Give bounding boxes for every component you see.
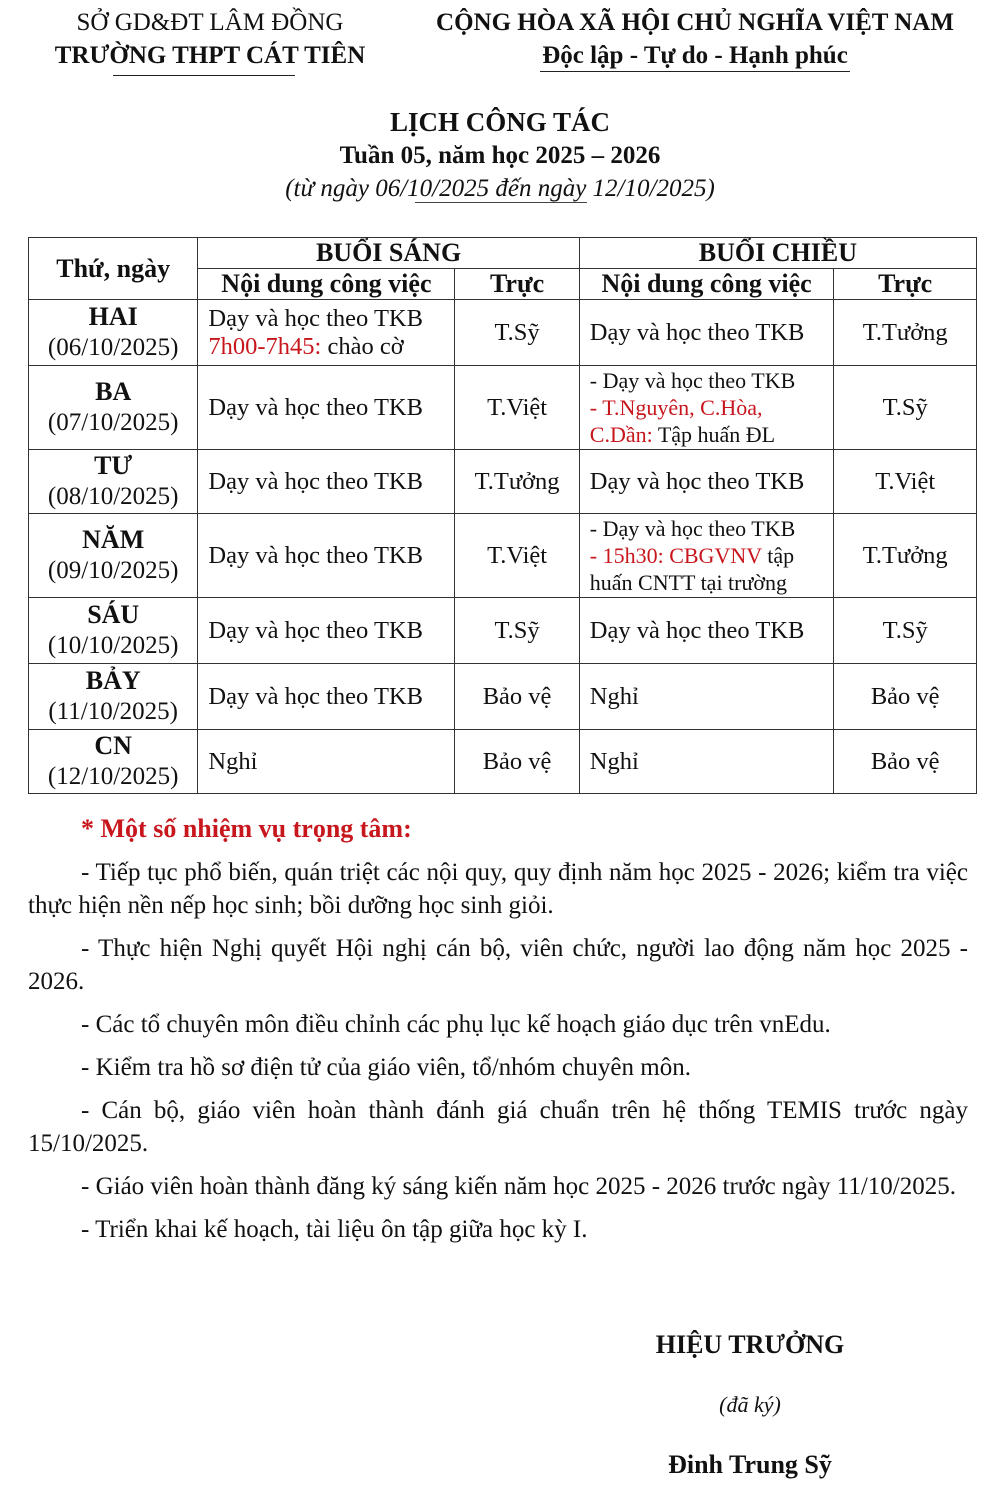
date-range-text: (từ ngày 06/10/2025 đến ngày 12/10/2025) — [285, 175, 715, 202]
cell-line — [590, 421, 834, 448]
cell-text: chào cờ — [321, 332, 404, 360]
morning-content-cell — [198, 514, 455, 598]
cell-text: Dạy và học theo TKB — [208, 682, 423, 710]
school-underline — [113, 75, 295, 76]
day-cell — [29, 730, 198, 794]
task-item: - Tiếp tục phổ biến, quán triệt các nội quy, quy định năm học 2025 - 2026; kiểm tra việc thực hiện nền nếp học sinh; bồi dưỡng học sinh giỏi. — [28, 859, 968, 919]
cell-line — [590, 748, 834, 776]
day-date: (11/10/2025) — [48, 697, 178, 725]
signed-note: (đã ký) — [719, 1392, 781, 1417]
day-date: (10/10/2025) — [47, 631, 179, 659]
header-afternoon-content: Nội dung công việc — [579, 269, 834, 300]
nation-name: CỘNG HÒA XÃ HỘI CHỦ NGHĨA VIỆT NAM — [436, 9, 954, 36]
header-morning: BUỔI SÁNG — [198, 238, 579, 269]
highlight-text: 7h00-7h45: — [208, 332, 322, 360]
day-cell — [29, 300, 198, 366]
header-morning-duty: Trực — [455, 269, 579, 300]
cell-text: Dạy và học theo TKB — [208, 304, 423, 332]
afternoon-content-cell — [579, 366, 834, 450]
title-date-range — [0, 172, 1000, 205]
cell-text: Dạy và học theo TKB — [589, 616, 805, 644]
cell-text: Dạy và học theo TKB — [208, 616, 423, 644]
highlight-text: C.Dần: — [589, 422, 653, 447]
header-morning-content: Nội dung công việc — [198, 269, 455, 300]
cell-line — [590, 468, 834, 496]
title-main: LỊCH CÔNG TÁC — [389, 107, 611, 137]
afternoon-content-cell — [579, 664, 834, 730]
task-item: - Giáo viên hoàn thành đăng ký sáng kiến năm học 2025 - 2026 trước ngày 11/10/2025. — [81, 1173, 956, 1200]
afternoon-content-cell — [579, 514, 834, 598]
cell-line — [208, 617, 454, 645]
national-motto: Độc lập - Tự do - Hạnh phúc — [540, 40, 850, 72]
morning-content-cell — [198, 366, 455, 450]
day-name: SÁU — [87, 599, 140, 629]
morning-content-cell — [198, 730, 455, 794]
afternoon-duty-cell: T.Sỹ — [834, 366, 977, 450]
cell-line — [208, 748, 454, 776]
morning-content-cell — [198, 300, 455, 366]
schedule-body — [29, 300, 977, 794]
cell-text: huấn CNTT tại trường — [589, 570, 788, 595]
day-date: (09/10/2025) — [47, 556, 179, 584]
document-title — [0, 106, 1000, 205]
cell-line — [208, 305, 454, 333]
task-item: - Các tổ chuyên môn điều chỉnh các phụ lục kế hoạch giáo dục trên vnEdu. — [81, 1011, 831, 1038]
cell-text: - Dạy và học theo TKB — [589, 516, 796, 541]
key-tasks — [28, 812, 968, 1246]
cell-line — [590, 683, 834, 711]
table-row — [29, 300, 977, 366]
highlight-text: - T.Nguyên, C.Hòa, — [589, 395, 763, 420]
afternoon-duty-cell: T.Việt — [834, 450, 977, 514]
cell-line — [590, 367, 834, 394]
day-name: NĂM — [82, 524, 145, 554]
afternoon-content-cell — [579, 730, 834, 794]
day-date: (08/10/2025) — [47, 482, 179, 510]
day-date: (07/10/2025) — [47, 408, 179, 436]
day-name: HAI — [88, 301, 138, 331]
afternoon-content-cell — [579, 598, 834, 664]
day-cell — [29, 450, 198, 514]
cell-text: Tập huấn ĐL — [652, 422, 776, 447]
cell-text: Dạy và học theo TKB — [589, 467, 805, 495]
morning-duty-cell: T.Sỹ — [455, 300, 579, 366]
highlight-text: - 15h30: CBGVNV — [589, 543, 762, 568]
morning-duty-cell: T.Tưởng — [455, 450, 579, 514]
task-item: - Triển khai kế hoạch, tài liệu ôn tập giữa học kỳ I. — [81, 1216, 588, 1243]
signer-role: HIỆU TRƯỞNG — [655, 1330, 845, 1359]
day-cell — [29, 366, 198, 450]
title-week: Tuần 05, năm học 2025 – 2026 — [339, 142, 661, 169]
cell-line — [590, 617, 834, 645]
signature-block — [600, 1328, 900, 1482]
day-name: TƯ — [94, 450, 133, 480]
day-cell — [29, 598, 198, 664]
day-name: BẢY — [85, 665, 141, 695]
task-item: - Cán bộ, giáo viên hoàn thành đánh giá chuẩn trên hệ thống TEMIS trước ngày 15/10/2025. — [28, 1097, 968, 1157]
day-date: (12/10/2025) — [47, 762, 179, 790]
key-tasks-heading: * Một số nhiệm vụ trọng tâm: — [81, 814, 412, 843]
header-afternoon: BUỔI CHIỀU — [579, 238, 976, 269]
morning-duty-cell: Bảo vệ — [455, 664, 579, 730]
cell-text: tập — [761, 543, 795, 568]
table-row — [29, 450, 977, 514]
date-range-underline — [415, 202, 587, 203]
cell-line — [590, 542, 834, 569]
cell-text: Dạy và học theo TKB — [208, 393, 423, 421]
morning-content-cell — [198, 598, 455, 664]
morning-duty-cell: T.Việt — [455, 366, 579, 450]
day-cell — [29, 664, 198, 730]
afternoon-duty-cell: Bảo vệ — [834, 730, 977, 794]
cell-line — [590, 319, 834, 347]
cell-text: Nghỉ — [208, 747, 258, 775]
table-row — [29, 730, 977, 794]
morning-duty-cell: Bảo vệ — [455, 730, 579, 794]
cell-line — [208, 683, 454, 711]
table-row — [29, 664, 977, 730]
morning-content-cell — [198, 450, 455, 514]
cell-text: - Dạy và học theo TKB — [589, 368, 796, 393]
cell-line — [208, 394, 454, 422]
department-name: SỞ GD&ĐT LÂM ĐỒNG — [76, 9, 344, 36]
signer-name: Đinh Trung Sỹ — [668, 1450, 832, 1479]
cell-text: Dạy và học theo TKB — [208, 467, 423, 495]
afternoon-duty-cell: T.Sỹ — [834, 598, 977, 664]
task-item: - Thực hiện Nghị quyết Hội nghị cán bộ, viên chức, người lao động năm học 2025 - 2026. — [28, 935, 968, 995]
cell-line — [590, 569, 834, 596]
morning-duty-cell: T.Sỹ — [455, 598, 579, 664]
day-name: CN — [94, 730, 132, 760]
table-row — [29, 366, 977, 450]
table-row — [29, 514, 977, 598]
header-afternoon-duty: Trực — [834, 269, 977, 300]
afternoon-duty-cell: T.Tưởng — [834, 514, 977, 598]
cell-line — [590, 394, 834, 421]
cell-line — [590, 515, 834, 542]
national-header — [410, 6, 980, 72]
school-name: TRƯỜNG THPT CÁT TIÊN — [54, 42, 366, 69]
afternoon-duty-cell: T.Tưởng — [834, 300, 977, 366]
afternoon-content-cell — [579, 450, 834, 514]
cell-text: Dạy và học theo TKB — [589, 318, 805, 346]
schedule-table — [28, 237, 977, 794]
day-name: BA — [95, 376, 132, 406]
morning-content-cell — [198, 664, 455, 730]
cell-line — [208, 333, 454, 361]
cell-text: Nghỉ — [589, 682, 639, 710]
task-item: - Kiểm tra hồ sơ điện tử của giáo viên, tổ/nhóm chuyên môn. — [81, 1054, 691, 1081]
morning-duty-cell: T.Việt — [455, 514, 579, 598]
cell-line — [208, 542, 454, 570]
afternoon-content-cell — [579, 300, 834, 366]
afternoon-duty-cell: Bảo vệ — [834, 664, 977, 730]
cell-text: Nghỉ — [589, 747, 639, 775]
day-date: (06/10/2025) — [47, 333, 179, 361]
cell-text: Dạy và học theo TKB — [208, 541, 423, 569]
header-day: Thứ, ngày — [29, 238, 198, 300]
day-cell — [29, 514, 198, 598]
cell-line — [208, 468, 454, 496]
table-row — [29, 598, 977, 664]
issuing-authority — [30, 6, 390, 72]
